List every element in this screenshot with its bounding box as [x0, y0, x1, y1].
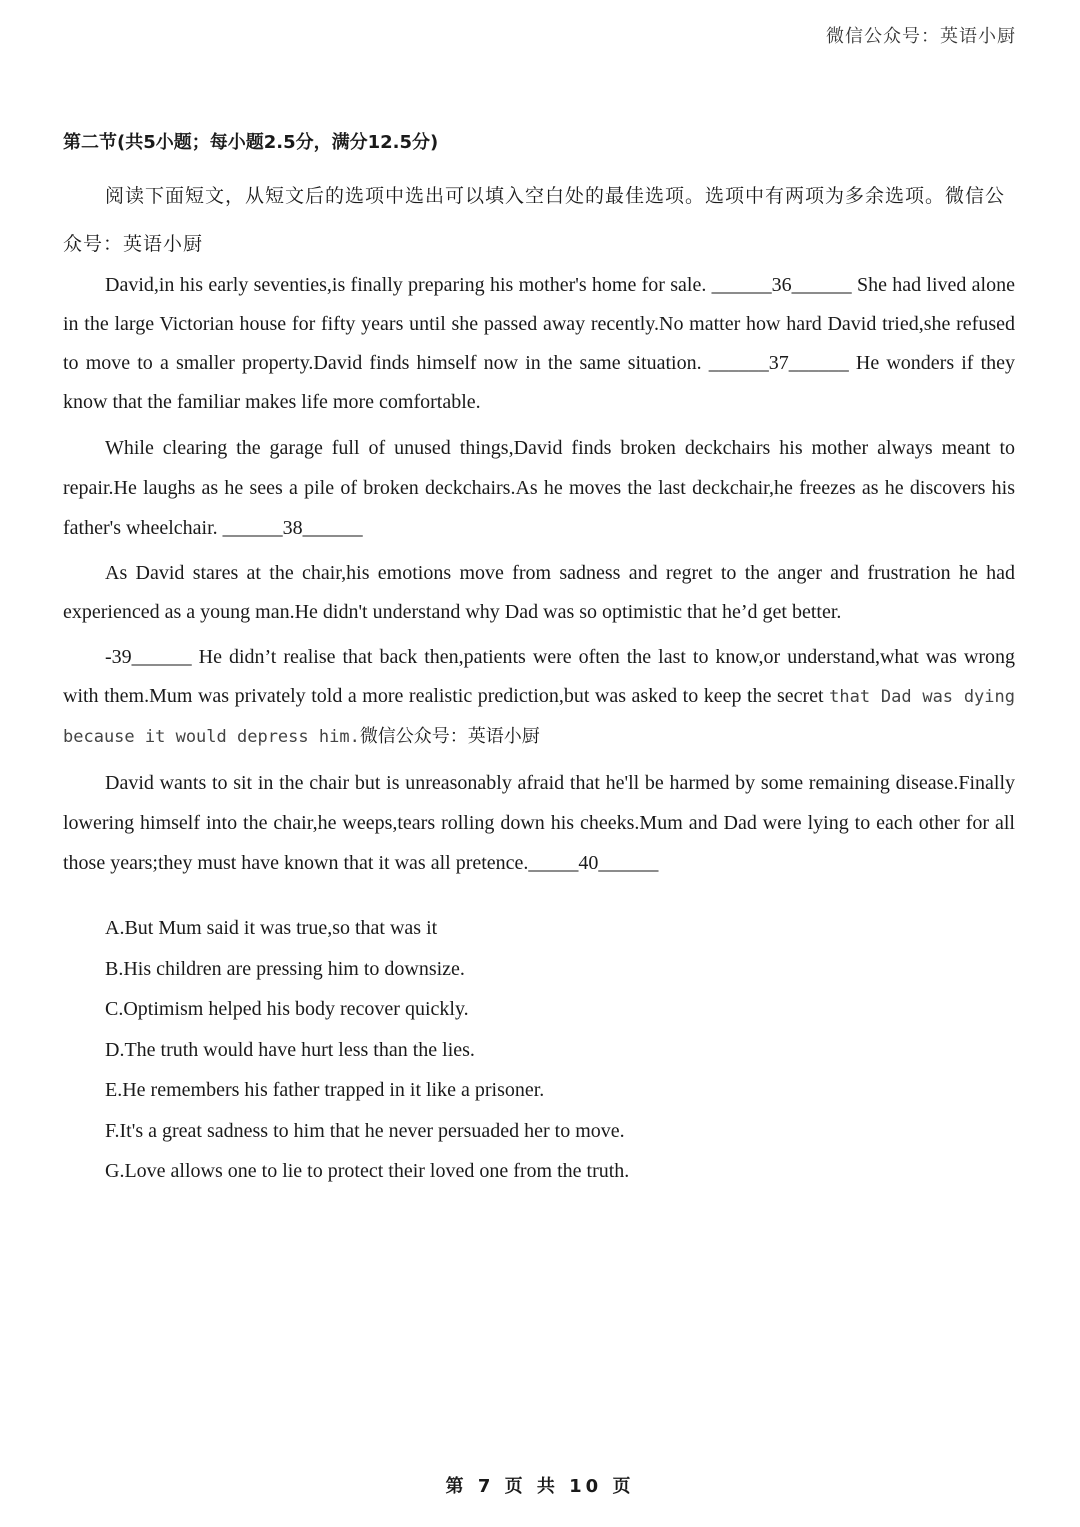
paragraph-1-text-c: He wonders if they know that the familiar makes life more comfortable.	[63, 352, 1016, 413]
paragraph-4-tail: that Dad was dying because it would depress him.	[63, 687, 1015, 747]
paragraph-2-text: While clearing the garage full of unused things,David finds broken deckchairs his mother always meant to repair.He laughs as he sees a pile of broken deckchairs.As he moves the last deckchair,he freezes as he discovers his father's wheelchair.	[63, 437, 1015, 539]
blank-36: ______36______	[711, 274, 852, 296]
section-instructions: 阅读下面短文，从短文后的选项中选出可以填入空白处的最佳选项。选项中有两项为多余选项。微信公众号：英语小厨	[63, 185, 1006, 255]
option-e: E.He remembers his father trapped in it like a prisoner.	[105, 1079, 545, 1101]
option-a: A.But Mum said it was true,so that was it	[105, 917, 438, 939]
header-watermark-note: 微信公众号：英语小厨	[826, 26, 1016, 47]
option-g: G.Love allows one to lie to protect their loved one from the truth.	[105, 1160, 630, 1182]
blank-40: _____40______	[528, 852, 659, 874]
option-b: B.His children are pressing him to downsize.	[105, 957, 465, 980]
option-d: D.The truth would have hurt less than the lies.	[105, 1038, 475, 1061]
paragraph-5	[63, 763, 1015, 883]
paragraph-3-text: As David stares at the chair,his emotions move from sadness and regret to the anger and frustration he had experienced as a young man.He didn't understand why Dad was so optimistic that he’d get better.	[63, 562, 1015, 623]
paragraph-4-watermark: 微信公众号：英语小厨	[359, 726, 540, 747]
paragraph-3	[63, 554, 1015, 632]
paragraph-4-text: He didn’t realise that back then,patients were often the last to know,or understand,what was wrong with them.Mum was privately told a more realistic prediction,but was asked to keep the secret	[63, 646, 1015, 707]
paragraph-1	[63, 266, 1015, 422]
paragraph-1-text-b: She had lived alone in the large Victorian house for fifty years until she passed away recently.No matter how hard David tried,she refused to move to a smaller property.David finds himself now in the same situation.	[63, 274, 1015, 374]
option-c: C.Optimism helped his body recover quickly.	[105, 998, 469, 1020]
paragraph-1-text-a: David,in his early seventies,is finally preparing his mother's home for sale.	[105, 274, 712, 296]
reading-passage	[63, 266, 1015, 889]
paragraph-2	[63, 428, 1015, 548]
blank-38: ______38______	[222, 517, 363, 539]
blank-39: -39______	[105, 646, 192, 668]
option-f: F.It's a great sadness to him that he never persuaded her to move.	[105, 1119, 625, 1142]
blank-37: ______37______	[708, 352, 849, 374]
page-number-footer: 第 7 页 共 10 页	[445, 1476, 635, 1497]
paragraph-4	[63, 638, 1015, 757]
section-title: 第二节(共5小题；每小题2.5分，满分12.5分)	[63, 132, 439, 153]
paragraph-5-text: David wants to sit in the chair but is unreasonably afraid that he'll be harmed by some remaining disease.Finally lowering himself into the chair,he weeps,tears rolling down his cheeks.Mum and Dad were lying to each other for all those years;they must have known that it was all pretence.	[63, 772, 1015, 874]
answer-options	[105, 908, 1005, 1192]
